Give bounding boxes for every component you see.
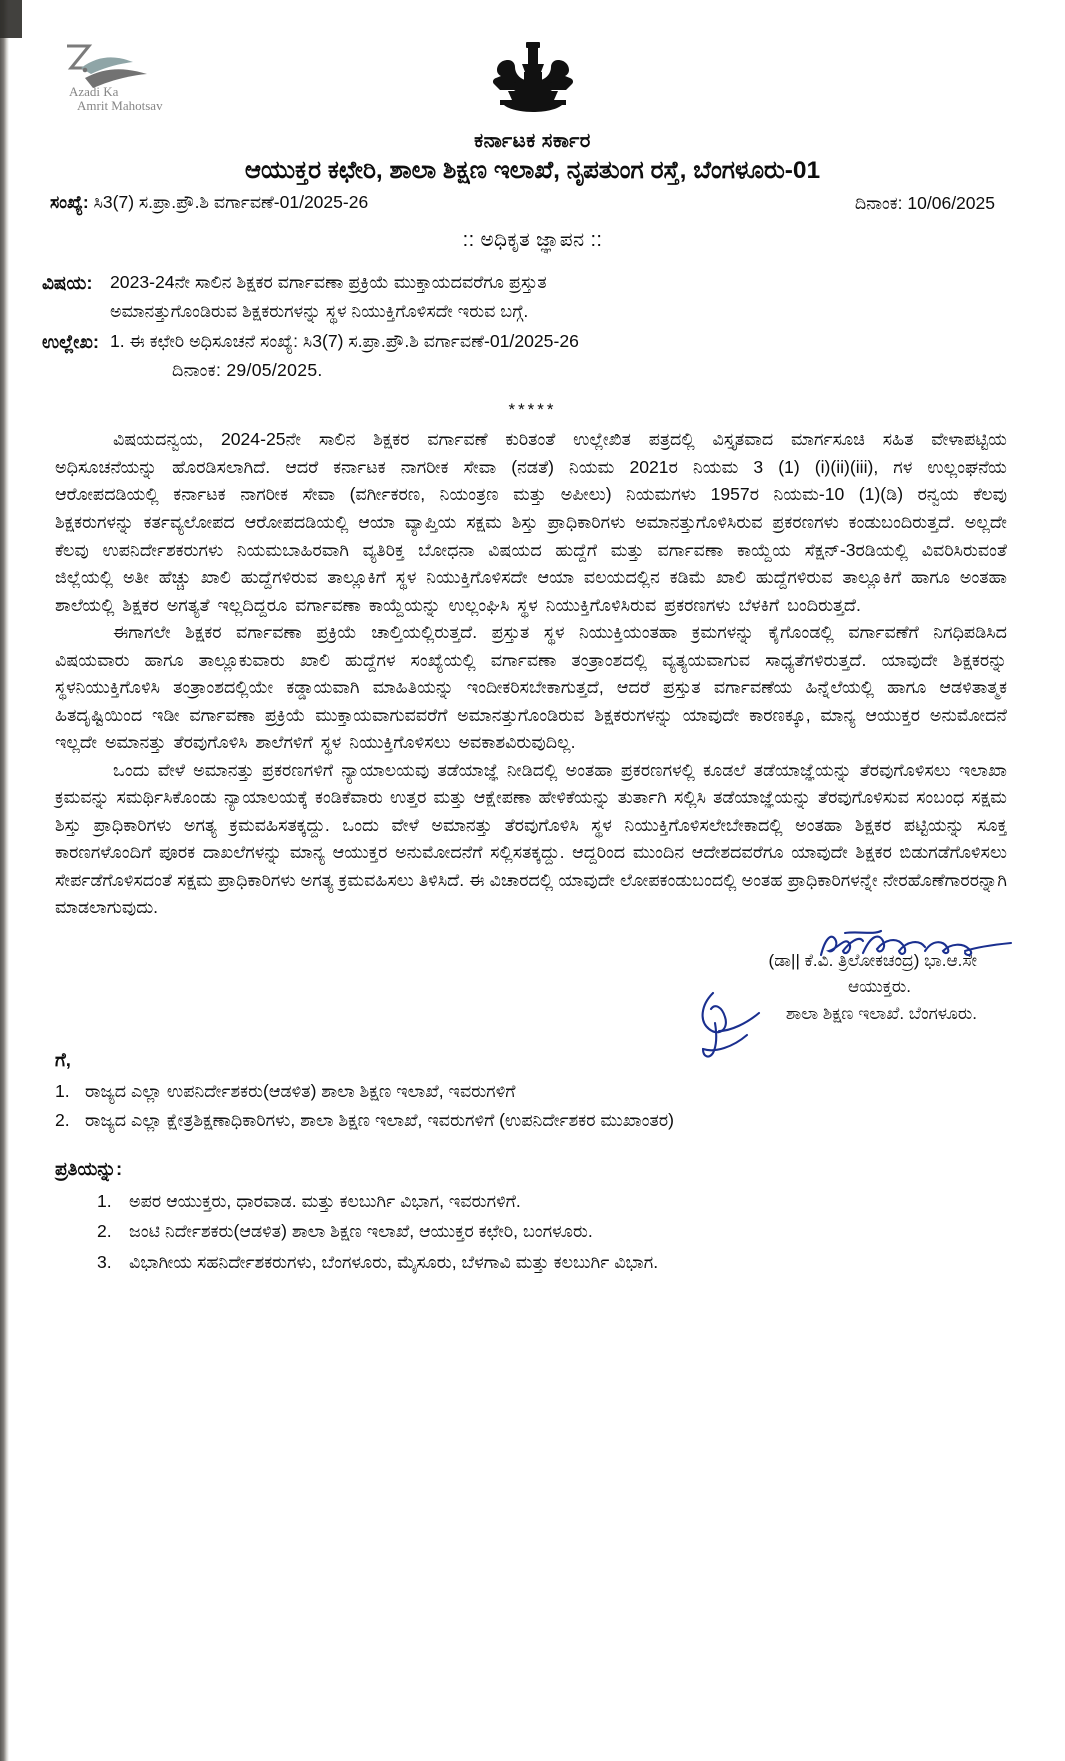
signatory-name-row (769, 948, 977, 974)
document-header (0, 0, 1065, 128)
separator-stars: ***** (508, 400, 557, 420)
copy-to-block (0, 1154, 1065, 1276)
list-item-text: ವಿಭಾಗೀಯ ಸಹನಿರ್ದೇಶಕರುಗಳು, ಬೆಂಗಳೂರು, ಮೈಸೂರು, ಬೆಳಗಾವಿ ಮತ್ತು ಕಲಬುರ್ಗಿ ವಿಭಾಗ. (129, 1251, 659, 1272)
body-paragraph-1: ವಿಷಯದನ್ವಯ, 2024-25ನೇ ಸಾಲಿನ ಶಿಕ್ಷಕರ ವರ್ಗಾವಣೆ ಕುರಿತಂತೆ ಉಲ್ಲೇಖಿತ ಪತ್ರದಲ್ಲಿ ವಿಸ್ತೃತವಾದ ಮಾರ್ಗಸೂಚಿ ಸಹಿತ ವೇಳಾಪಟ್ಟಿಯ ಅಧಿಸೂಚನೆಯನ್ನು ಹೊರಡಿಸಲಾಗಿದೆ. ಆದರೆ ಕರ್ನಾಟಕ ನಾಗರೀಕ ಸೇವಾ (ನಡತೆ) ನಿಯಮ 2021ರ ನಿಯಮ 3 (1) (i)(ii)(iii), ಗಳ ಉಲ್ಲಂಘನೆಯ ಆರೋಪದಡಿಯಲ್ಲಿ ಕರ್ನಾಟಕ ನಾಗರೀಕ ಸೇವಾ (ವರ್ಗೀಕರಣ, ನಿಯಂತ್ರಣ ಮತ್ತು ಅಪೀಲು) ನಿಯಮಗಳು 1957ರ ನಿಯಮ-10 (1)(ಡಿ) ರನ್ವಯ ಕೆಲವು ಶಿಕ್ಷಕರುಗಳನ್ನು ಕರ್ತವ್ಯಲೋಪದ ಆರೋಪದಡಿಯಲ್ಲಿ ಆಯಾ ವ್ಯಾಪ್ತಿಯ ಸಕ್ಷಮ ಶಿಸ್ತು ಪ್ರಾಧಿಕಾರಿಗಳು ಅಮಾನತ್ತುಗೊಳಿಸಿರುವ ಪ್ರಕರಣಗಳು ಕಂಡುಬಂದಿರುತ್ತದೆ. ಅಲ್ಲದೇ ಕೆಲವು ಉಪನಿರ್ದೇಶಕರುಗಳು ನಿಯಮಬಾಹಿರವಾಗಿ ವ್ಯತಿರಿಕ್ತ ಬೋಧನಾ ವಿಷಯದ ಹುದ್ದೆಗೆ ಮತ್ತು ವರ್ಗಾವಣಾ ಕಾಯ್ದೆಯ ಸೆಕ್ಷನ್-3ರಡಿಯಲ್ಲಿ ವಿವರಿಸಿರುವಂತೆ ಜಿಲ್ಲೆಯಲ್ಲಿ ಅತೀ ಹೆಚ್ಚು ಖಾಲಿ ಹುದ್ದೆಗಳಿರುವ ತಾಲ್ಲೂಕಿಗೆ ಸ್ಥಳ ನಿಯುಕ್ತಿಗೊಳಿಸದೇ ಆಯಾ ವಲಯದಲ್ಲಿನ ಕಡಿಮೆ ಖಾಲಿ ಹುದ್ದೆಗಳಿರುವ ತಾಲ್ಲೂಕಿಗೆ ಹಾಗೂ ಅಂತಹಾ ಶಾಲೆಯಲ್ಲಿ ಶಿಕ್ಷಕರ ಅಗತ್ಯತೆ ಇಲ್ಲದಿದ್ದರೂ ವರ್ಗಾವಣಾ ಕಾಯ್ದೆಯನ್ನು ಉಲ್ಲಂಘಿಸಿ ಸ್ಥಳ ನಿಯುಕ್ತಿಗೊಳಿಸಿರುವ ಪ್ರಕರಣಗಳು ಬೆಳಕಿಗೆ ಬಂದಿರುತ್ತದೆ. (55, 429, 1007, 615)
reference-date-line: ದಿನಾಂಕ: 29/05/2025. (172, 359, 323, 380)
list-item-text: ಜಂಟಿ ನಿರ್ದೇಶಕರು(ಆಡಳಿತ) ಶಾಲಾ ಶಿಕ್ಷಣ ಇಲಾಖೆ, ಆಯುಕ್ತರ ಕಛೇರಿ, ಬಂಗಳೂರು. (129, 1221, 593, 1242)
list-item (97, 1217, 1007, 1246)
list-item (97, 1187, 1007, 1216)
karnataka-state-emblem-icon (478, 38, 588, 116)
subject-row-2 (110, 297, 1007, 326)
memo-title: :: ಅಧಿಕೃತ ಜ್ಞಾಪನ :: (462, 229, 603, 252)
date-label: ದಿನಾಂಕ: (854, 193, 903, 214)
list-item-number: 1. (97, 1190, 112, 1211)
svg-text:Azadi Ka: Azadi Ka (69, 84, 119, 99)
initial-mark (695, 987, 765, 1065)
office-address-line: ಆಯುಕ್ತರ ಕಛೇರಿ, ಶಾಲಾ ಶಿಕ್ಷಣ ಇಲಾಖೆ, ನೃಪತುಂಗ ರಸ್ತೆ, ಬೆಂಗಳೂರು-01 (244, 157, 821, 184)
copy-to-label: ಪ್ರತಿಯನ್ನು: (55, 1157, 123, 1179)
subject-row (42, 268, 1007, 297)
subject-line-1: 2023-24ನೇ ಸಾಲಿನ ಶಿಕ್ಷಕರ ವರ್ಗಾವಣಾ ಪ್ರಕ್ರಿಯೆ ಮುಕ್ತಾಯದವರೆಗೂ ಪ್ರಸ್ತುತ (110, 272, 547, 293)
body-paragraph-2: ಈಗಾಗಲೇ ಶಿಕ್ಷಕರ ವರ್ಗಾವಣಾ ಪ್ರಕ್ರಿಯೆ ಚಾಲ್ತಿಯಲ್ಲಿರುತ್ತದೆ. ಪ್ರಸ್ತುತ ಸ್ಥಳ ನಿಯುಕ್ತಿಯಂತಹಾ ಕ್ರಮಗಳನ್ನು ಕೈಗೊಂಡಲ್ಲಿ ವರ್ಗಾವಣೆಗೆ ನಿಗಧಿಪಡಿಸಿದ ವಿಷಯವಾರು ಹಾಗೂ ತಾಲ್ಲೂಕುವಾರು ಖಾಲಿ ಹುದ್ದೆಗಳ ಸಂಖ್ಯೆಯಲ್ಲಿ ವರ್ಗಾವಣಾ ತಂತ್ರಾಂಶದಲ್ಲಿ ವ್ಯತ್ಯಯವಾಗುವ ಸಾಧ್ಯತೆಗಳಿರುತ್ತದೆ. ಯಾವುದೇ ಶಿಕ್ಷಕರನ್ನು ಸ್ಥಳನಿಯುಕ್ತಿಗೊಳಿಸಿ ತಂತ್ರಾಂಶದಲ್ಲಿಯೇ ಕಡ್ಡಾಯವಾಗಿ ಮಾಹಿತಿಯನ್ನು ಇಂದೀಕರಿಸಬೇಕಾಗುತ್ತದೆ, ಆದರೆ ಪ್ರಸ್ತುತ ವರ್ಗಾವಣೆಯ ಹಿನ್ನೆಲೆಯಲ್ಲಿ ಹಾಗೂ ಆಡಳಿತಾತ್ಮಕ ಹಿತದೃಷ್ಟಿಯಿಂದ ಇಡೀ ವರ್ಗಾವಣಾ ಪ್ರಕ್ರಿಯೆ ಮುಕ್ತಾಯವಾಗುವವರೆಗೆ ಅಮಾನತ್ತುಗೊಂಡಿರುವ ಶಿಕ್ಷಕರುಗಳನ್ನು ಯಾವುದೇ ಕಾರಣಕ್ಕೂ, ಮಾನ್ಯ ಆಯುಕ್ತರ ಅನುಮೋದನೆ ಇಲ್ಲದೇ ಅಮಾನತ್ತು ತೆರವುಗೊಳಿಸಿ ಶಾಲೆಗಳಿಗೆ ಸ್ಥಳ ನಿಯುಕ್ತಿಗೊಳಿಸಲು ಅವಕಾಶವಿರುವುದಿಲ್ಲ. (55, 622, 1007, 753)
list-item (55, 1077, 1007, 1105)
reference-label: ಉಲ್ಲೇಖ: (42, 331, 100, 353)
copy-to-list (55, 1187, 1007, 1277)
government-name: ಕರ್ನಾಟಕ ಸರ್ಕಾರ (474, 130, 591, 152)
list-item-text: ರಾಜ್ಯದ ಎಲ್ಲಾ ಕ್ಷೇತ್ರಶಿಕ್ಷಣಾಧಿಕಾರಿಗಳು, ಶಾಲಾ ಶಿಕ್ಷಣ ಇಲಾಖೆ, ಇವರುಗಳಿಗೆ (ಉಪನಿರ್ದೇಶಕರ ಮುಖಾಂತರ) (85, 1109, 675, 1130)
list-item-number: 2. (55, 1109, 70, 1130)
reference-row (42, 327, 1007, 356)
reference-line-1: 1. ಈ ಕಛೇರಿ ಅಧಿಸೂಚನೆ ಸಂಖ್ಯೆ: ಸಿ3(7) ಸ.ಪ್ರಾ.ಪ್ರೌ.ಶಿ ವರ್ಗಾವಣೆ-01/2025-26 (110, 331, 579, 352)
list-item-number: 2. (97, 1221, 112, 1242)
distribution-label: ಗೆ, (55, 1048, 71, 1070)
document-body (0, 426, 1065, 922)
list-item-text: ಅಪರ ಆಯುಕ್ತರು, ಧಾರವಾಡ. ಮತ್ತು ಕಲಬುರ್ಗಿ ವಿಭಾಗ, ಇವರುಗಳಿಗೆ. (129, 1190, 521, 1211)
azadi-ka-amrit-mahotsav-logo (55, 38, 205, 116)
list-item-number: 1. (55, 1080, 70, 1101)
list-item-number: 3. (97, 1251, 112, 1272)
subject-label: ವಿಷಯ: (42, 272, 93, 294)
reference-number (50, 192, 368, 213)
signature-block (0, 948, 1065, 1027)
subject-line-2: ಅಮಾನತ್ತುಗೊಂಡಿರುವ ಶಿಕ್ಷಕರುಗಳನ್ನು ಸ್ಥಳ ನಿಯುಕ್ತಿಗೊಳಿಸದೇ ಇರುವ ಬಗ್ಗೆ. (110, 300, 529, 321)
date-value: 10/06/2025 (907, 193, 995, 214)
document-date (855, 193, 995, 214)
signatory-name: (ಡಾ|| ಕೆ.ವಿ. ತ್ರಿಲೋಕಚಂದ್ರ) ಭಾ.ಆ.ಸೇ (768, 950, 977, 970)
list-item (97, 1248, 1007, 1277)
body-paragraph-3: ಒಂದು ವೇಳೆ ಅಮಾನತ್ತು ಪ್ರಕರಣಗಳಿಗೆ ನ್ಯಾಯಾಲಯವು ತಡೆಯಾಜ್ಞೆ ನೀಡಿದಲ್ಲಿ ಅಂತಹಾ ಪ್ರಕರಣಗಳಲ್ಲಿ ಕೂಡಲೆ ತಡೆಯಾಜ್ಞೆಯನ್ನು ತೆರವುಗೊಳಿಸಲು ಇಲಾಖಾ ಕ್ರಮವನ್ನು ಸಮರ್ಥಿಸಿಕೊಂಡು ನ್ಯಾಯಾಲಯಕ್ಕೆ ಕಂಡಿಕೆವಾರು ಉತ್ತರ ಮತ್ತು ಆಕ್ಷೇಪಣಾ ಹೇಳಿಕೆಯನ್ನು ತುರ್ತಾಗಿ ಸಲ್ಲಿಸಿ ತಡೆಯಾಜ್ಞೆಯನ್ನು ತೆರವುಗೊಳಿಸುವ ಸಂಬಂಧ ಸಕ್ಷಮ ಶಿಸ್ತು ಪ್ರಾಧಿಕಾರಿಗಳು ಅಗತ್ಯ ಕ್ರಮವಹಿಸತಕ್ಕದ್ದು. ಒಂದು ವೇಳೆ ಅಮಾನತ್ತು ತೆರವುಗೊಳಿಸಿ ಸ್ಥಳ ನಿಯುಕ್ತಿಗೊಳಿಸಲೇಬೇಕಾದಲ್ಲಿ ಅಂತಹಾ ಶಿಕ್ಷಕರ ಪಟ್ಟಿಯನ್ನು ಸೂಕ್ತ ಕಾರಣಗಳೊಂದಿಗೆ ಪೂರಕ ದಾಖಲೆಗಳನ್ನು ಮಾನ್ಯ ಆಯುಕ್ತರ ಅನುಮೋದನೆಗೆ ಸಲ್ಲಿಸತಕ್ಕದ್ದು. ಆದ್ದರಿಂದ ಮುಂದಿನ ಆದೇಶದವರೆಗೂ ಯಾವುದೇ ಶಿಕ್ಷಕರ ಬಿಡುಗಡೆಗೊಳಿಸಲು ಸೇರ್ಪಡೆಗೊಳಿಸದಂತೆ ಸಕ್ಷಮ ಪ್ರಾಧಿಕಾರಿಗಳು ಅಗತ್ಯ ಕ್ರಮವಹಿಸಲು ತಿಳಿಸಿದೆ. ಈ ವಿಚಾರದಲ್ಲಿ ಯಾವುದೇ ಲೋಪಕಂಡುಬಂದಲ್ಲಿ ಅಂತಹ ಪ್ರಾಧಿಕಾರಿಗಳನ್ನೇ ನೇರಹೊಣೆಗಾರರನ್ನಾಗಿ ಮಾಡಲಾಗುವುದು. (55, 759, 1007, 918)
reference-number-value: ಸಿ3(7) ಸ.ಪ್ರಾ.ಪ್ರೌ.ಶಿ ವರ್ಗಾವಣೆ-01/2025-26 (93, 192, 369, 213)
subject-reference-block (0, 268, 1065, 384)
list-item (55, 1106, 1007, 1134)
reference-date-row (0, 192, 1065, 220)
reference-number-label: ಸಂಖ್ಯೆ: (50, 192, 89, 213)
list-item-text: ರಾಜ್ಯದ ಎಲ್ಲಾ ಉಪನಿರ್ದೇಶಕರು(ಆಡಳಿತ) ಶಾಲಾ ಶಿಕ್ಷಣ ಇಲಾಖೆ, ಇವರುಗಳಿಗೆ (85, 1080, 516, 1101)
signatory-designation: ಆಯುಕ್ತರು. (847, 977, 911, 997)
signatory-department: ಶಾಲಾ ಶಿಕ್ಷಣ ಇಲಾಖೆ. ಬೆಂಗಳೂರು. (785, 1003, 977, 1023)
distribution-list (55, 1077, 1007, 1134)
distribution-block (0, 1045, 1065, 1134)
svg-text:Amrit Mahotsav: Amrit Mahotsav (77, 98, 163, 113)
